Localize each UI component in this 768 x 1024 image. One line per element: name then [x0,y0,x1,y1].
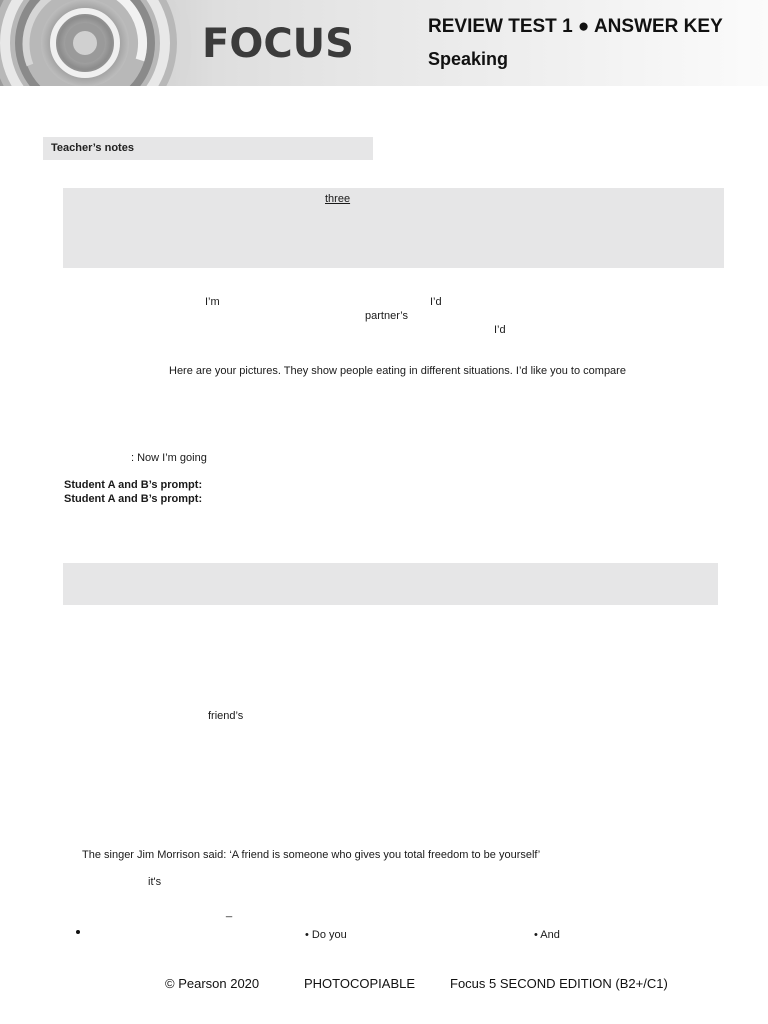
teachers-notes-label: Teacher’s notes [51,142,134,154]
text-im: I’m [205,296,220,308]
text-pictures-instruction: Here are your pictures. They show people eating in different situations. I’d like you to compare [169,365,626,377]
prompt-label-1: Student A and B’s prompt: [64,479,203,491]
text-id-1: I’d [430,296,442,308]
footer-photocopiable: PHOTOCOPIABLE [304,976,416,991]
text-do-you: • Do you [305,929,347,941]
text-its: it's [148,876,162,888]
page-title: REVIEW TEST 1 ● ANSWER KEY [428,16,723,37]
brand-wordmark: FOCUS [202,21,354,67]
text-now-going: : Now I’m going [131,452,207,464]
page-header [0,0,768,86]
bullet-point [76,930,80,934]
prompt-label-2: Student A and B’s prompt: [64,493,203,505]
page-subtitle: Speaking [428,49,509,69]
task-box-2 [63,563,718,605]
text-partners: partner’s [365,310,409,322]
teachers-notes-bar [43,137,373,160]
text-dash: _ [226,906,233,918]
text-quote: The singer Jim Morrison said: ‘A friend is someone who gives you total freedom to be yourself’ [82,849,541,861]
footer-edition: Focus 5 SECOND EDITION (B2+/C1) [450,976,668,991]
task-box-1 [63,188,724,268]
text-three: three [325,193,351,205]
footer-copyright: © Pearson 2020 [165,976,260,991]
text-friends: friend’s [208,710,244,722]
text-id-2: I’d [494,324,506,336]
focus-logo-graphic [0,0,200,86]
text-and: • And [534,929,560,941]
